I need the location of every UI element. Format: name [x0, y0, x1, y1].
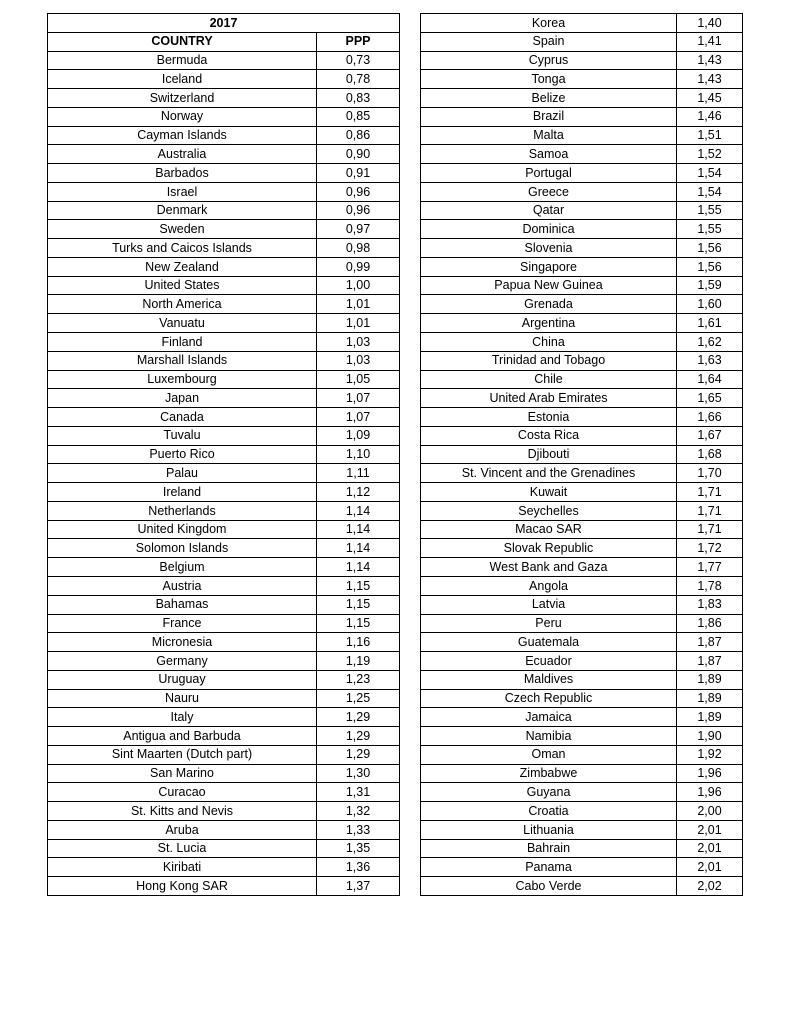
ppp-value-cell: 1,56 — [677, 257, 743, 276]
table-row — [48, 445, 400, 464]
ppp-table-right — [420, 13, 743, 896]
table-row — [421, 483, 743, 502]
ppp-value-cell: 1,55 — [677, 201, 743, 220]
table-row — [48, 295, 400, 314]
ppp-value-cell: 1,66 — [677, 408, 743, 427]
country-cell: Micronesia — [48, 633, 317, 652]
table-row — [48, 89, 400, 108]
country-cell: St. Kitts and Nevis — [48, 802, 317, 821]
ppp-value-cell: 1,09 — [317, 426, 400, 445]
ppp-value-cell: 2,01 — [677, 839, 743, 858]
ppp-value-cell: 1,29 — [317, 745, 400, 764]
country-cell: Czech Republic — [421, 689, 677, 708]
country-cell: Curacao — [48, 783, 317, 802]
country-cell: Austria — [48, 576, 317, 595]
country-cell: Samoa — [421, 145, 677, 164]
ppp-value-cell: 1,45 — [677, 89, 743, 108]
ppp-value-cell: 1,07 — [317, 408, 400, 427]
ppp-value-cell: 1,71 — [677, 483, 743, 502]
country-cell: Portugal — [421, 164, 677, 183]
table-row — [421, 32, 743, 51]
table-row — [421, 145, 743, 164]
table-row — [48, 576, 400, 595]
country-cell: Qatar — [421, 201, 677, 220]
table-row — [421, 670, 743, 689]
country-cell: Namibia — [421, 727, 677, 746]
table-row — [48, 539, 400, 558]
ppp-value-cell: 1,11 — [317, 464, 400, 483]
ppp-table-right-body — [421, 14, 743, 896]
table-row — [421, 389, 743, 408]
ppp-value-cell: 1,29 — [317, 727, 400, 746]
country-cell: Latvia — [421, 595, 677, 614]
table-row — [48, 351, 400, 370]
country-cell: Barbados — [48, 164, 317, 183]
country-cell: Belgium — [48, 558, 317, 577]
country-cell: Spain — [421, 32, 677, 51]
ppp-value-cell: 1,64 — [677, 370, 743, 389]
ppp-value-cell: 1,33 — [317, 820, 400, 839]
table-row — [48, 164, 400, 183]
ppp-value-cell: 1,40 — [677, 14, 743, 33]
table-row — [48, 802, 400, 821]
ppp-value-cell: 2,01 — [677, 858, 743, 877]
table-row — [421, 239, 743, 258]
ppp-value-cell: 0,83 — [317, 89, 400, 108]
table-row — [421, 745, 743, 764]
ppp-value-cell: 1,15 — [317, 614, 400, 633]
ppp-value-cell: 1,89 — [677, 670, 743, 689]
ppp-value-cell: 1,96 — [677, 783, 743, 802]
table-row — [421, 70, 743, 89]
ppp-column-header: PPP — [317, 32, 400, 51]
country-cell: Croatia — [421, 802, 677, 821]
ppp-value-cell: 1,96 — [677, 764, 743, 783]
country-cell: Macao SAR — [421, 520, 677, 539]
country-cell: Luxembourg — [48, 370, 317, 389]
country-cell: Guatemala — [421, 633, 677, 652]
country-cell: Vanuatu — [48, 314, 317, 333]
country-cell: Bahamas — [48, 595, 317, 614]
table-row — [48, 520, 400, 539]
country-cell: Denmark — [48, 201, 317, 220]
country-cell: Hong Kong SAR — [48, 877, 317, 896]
country-cell: Bermuda — [48, 51, 317, 70]
table-row — [421, 877, 743, 896]
country-cell: Finland — [48, 333, 317, 352]
country-cell: Oman — [421, 745, 677, 764]
table-row — [421, 89, 743, 108]
ppp-value-cell: 1,36 — [317, 858, 400, 877]
table-row — [421, 858, 743, 877]
ppp-value-cell: 1,68 — [677, 445, 743, 464]
table-row — [421, 727, 743, 746]
table-row — [48, 483, 400, 502]
table-row — [48, 652, 400, 671]
ppp-value-cell: 1,62 — [677, 333, 743, 352]
ppp-value-cell: 1,65 — [677, 389, 743, 408]
table-row — [421, 220, 743, 239]
table-row — [48, 370, 400, 389]
country-cell: St. Vincent and the Grenadines — [421, 464, 677, 483]
table-row — [421, 764, 743, 783]
ppp-value-cell: 1,10 — [317, 445, 400, 464]
country-cell: St. Lucia — [48, 839, 317, 858]
table-row — [421, 201, 743, 220]
ppp-value-cell: 1,63 — [677, 351, 743, 370]
table-row — [48, 145, 400, 164]
ppp-value-cell: 1,29 — [317, 708, 400, 727]
ppp-value-cell: 1,55 — [677, 220, 743, 239]
table-row — [421, 820, 743, 839]
ppp-value-cell: 1,14 — [317, 520, 400, 539]
ppp-value-cell: 1,54 — [677, 182, 743, 201]
ppp-value-cell: 1,32 — [317, 802, 400, 821]
ppp-table-left-body — [48, 14, 400, 896]
ppp-value-cell: 1,43 — [677, 70, 743, 89]
table-row — [48, 408, 400, 427]
ppp-value-cell: 1,16 — [317, 633, 400, 652]
ppp-value-cell: 1,87 — [677, 633, 743, 652]
table-row — [421, 51, 743, 70]
table-row — [48, 727, 400, 746]
table-row — [48, 745, 400, 764]
country-cell: Germany — [48, 652, 317, 671]
table-row — [421, 164, 743, 183]
ppp-value-cell: 0,98 — [317, 239, 400, 258]
ppp-value-cell: 1,46 — [677, 107, 743, 126]
table-row — [48, 633, 400, 652]
country-cell: Sweden — [48, 220, 317, 239]
ppp-value-cell: 1,92 — [677, 745, 743, 764]
table-row — [421, 370, 743, 389]
ppp-table-left — [47, 13, 400, 896]
country-cell: Djibouti — [421, 445, 677, 464]
ppp-value-cell: 1,30 — [317, 764, 400, 783]
country-cell: Ecuador — [421, 652, 677, 671]
table-row — [421, 539, 743, 558]
table-row — [421, 595, 743, 614]
table-row — [48, 51, 400, 70]
table-row — [48, 220, 400, 239]
country-cell: United States — [48, 276, 317, 295]
table-row — [421, 257, 743, 276]
table-row — [48, 389, 400, 408]
ppp-value-cell: 1,61 — [677, 314, 743, 333]
country-cell: Israel — [48, 182, 317, 201]
country-cell: Tonga — [421, 70, 677, 89]
country-cell: Palau — [48, 464, 317, 483]
country-cell: Switzerland — [48, 89, 317, 108]
table-row — [421, 576, 743, 595]
country-cell: Angola — [421, 576, 677, 595]
country-cell: New Zealand — [48, 257, 317, 276]
country-cell: Costa Rica — [421, 426, 677, 445]
table-row — [48, 764, 400, 783]
ppp-value-cell: 1,19 — [317, 652, 400, 671]
ppp-value-cell: 1,52 — [677, 145, 743, 164]
ppp-value-cell: 1,77 — [677, 558, 743, 577]
table-row — [421, 14, 743, 33]
table-row — [421, 314, 743, 333]
ppp-value-cell: 0,96 — [317, 201, 400, 220]
ppp-value-cell: 1,43 — [677, 51, 743, 70]
table-row — [421, 464, 743, 483]
ppp-value-cell: 1,72 — [677, 539, 743, 558]
country-cell: Maldives — [421, 670, 677, 689]
table-row — [421, 408, 743, 427]
table-row — [48, 689, 400, 708]
ppp-value-cell: 1,90 — [677, 727, 743, 746]
country-cell: Antigua and Barbuda — [48, 727, 317, 746]
country-cell: Cayman Islands — [48, 126, 317, 145]
country-cell: Korea — [421, 14, 677, 33]
table-row — [48, 820, 400, 839]
ppp-value-cell: 1,89 — [677, 708, 743, 727]
table-row — [421, 614, 743, 633]
ppp-value-cell: 1,07 — [317, 389, 400, 408]
table-row — [421, 652, 743, 671]
country-cell: Belize — [421, 89, 677, 108]
table-row — [48, 201, 400, 220]
country-cell: West Bank and Gaza — [421, 558, 677, 577]
country-cell: Italy — [48, 708, 317, 727]
country-cell: China — [421, 333, 677, 352]
country-cell: Marshall Islands — [48, 351, 317, 370]
country-cell: Seychelles — [421, 501, 677, 520]
table-row — [48, 877, 400, 896]
country-cell: Singapore — [421, 257, 677, 276]
ppp-value-cell: 1,01 — [317, 314, 400, 333]
ppp-value-cell: 1,23 — [317, 670, 400, 689]
table-row — [48, 314, 400, 333]
ppp-value-cell: 0,90 — [317, 145, 400, 164]
country-cell: Tuvalu — [48, 426, 317, 445]
country-cell: Greece — [421, 182, 677, 201]
table-row — [421, 558, 743, 577]
country-cell: Aruba — [48, 820, 317, 839]
country-cell: Peru — [421, 614, 677, 633]
table-row — [48, 839, 400, 858]
table-row — [48, 257, 400, 276]
country-cell: Canada — [48, 408, 317, 427]
country-cell: Norway — [48, 107, 317, 126]
ppp-value-cell: 1,41 — [677, 32, 743, 51]
ppp-value-cell: 1,70 — [677, 464, 743, 483]
ppp-value-cell: 1,03 — [317, 333, 400, 352]
ppp-value-cell: 0,85 — [317, 107, 400, 126]
table-row — [421, 783, 743, 802]
ppp-value-cell: 1,14 — [317, 501, 400, 520]
table-row — [48, 708, 400, 727]
country-cell: Cabo Verde — [421, 877, 677, 896]
table-row — [48, 670, 400, 689]
table-row — [421, 182, 743, 201]
ppp-value-cell: 1,37 — [317, 877, 400, 896]
year-heading: 2017 — [48, 14, 400, 33]
ppp-value-cell: 1,86 — [677, 614, 743, 633]
ppp-value-cell: 1,89 — [677, 689, 743, 708]
table-row — [421, 445, 743, 464]
ppp-value-cell: 0,97 — [317, 220, 400, 239]
country-cell: Puerto Rico — [48, 445, 317, 464]
table-row — [421, 520, 743, 539]
ppp-value-cell: 1,54 — [677, 164, 743, 183]
ppp-value-cell: 1,71 — [677, 520, 743, 539]
country-cell: Trinidad and Tobago — [421, 351, 677, 370]
ppp-value-cell: 0,78 — [317, 70, 400, 89]
table-row — [421, 333, 743, 352]
country-cell: Turks and Caicos Islands — [48, 239, 317, 258]
ppp-value-cell: 1,60 — [677, 295, 743, 314]
ppp-value-cell: 1,12 — [317, 483, 400, 502]
table-row — [48, 464, 400, 483]
country-cell: Solomon Islands — [48, 539, 317, 558]
ppp-value-cell: 1,67 — [677, 426, 743, 445]
ppp-value-cell: 0,99 — [317, 257, 400, 276]
ppp-value-cell: 1,56 — [677, 239, 743, 258]
year-row — [48, 14, 400, 33]
table-row — [421, 426, 743, 445]
ppp-value-cell: 1,59 — [677, 276, 743, 295]
ppp-value-cell: 1,35 — [317, 839, 400, 858]
country-cell: Japan — [48, 389, 317, 408]
country-cell: Nauru — [48, 689, 317, 708]
country-cell: Dominica — [421, 220, 677, 239]
table-row — [48, 858, 400, 877]
table-row — [48, 333, 400, 352]
table-row — [421, 107, 743, 126]
table-row — [421, 126, 743, 145]
table-row — [421, 501, 743, 520]
country-cell: North America — [48, 295, 317, 314]
ppp-value-cell: 0,86 — [317, 126, 400, 145]
country-cell: Argentina — [421, 314, 677, 333]
table-row — [48, 426, 400, 445]
ppp-value-cell: 2,01 — [677, 820, 743, 839]
country-cell: Guyana — [421, 783, 677, 802]
header-row — [48, 32, 400, 51]
country-cell: Iceland — [48, 70, 317, 89]
table-row — [48, 614, 400, 633]
country-cell: Chile — [421, 370, 677, 389]
ppp-value-cell: 1,03 — [317, 351, 400, 370]
ppp-value-cell: 2,00 — [677, 802, 743, 821]
country-cell: San Marino — [48, 764, 317, 783]
country-cell: Sint Maarten (Dutch part) — [48, 745, 317, 764]
country-cell: Uruguay — [48, 670, 317, 689]
table-row — [421, 802, 743, 821]
country-cell: Slovak Republic — [421, 539, 677, 558]
table-row — [48, 783, 400, 802]
ppp-value-cell: 1,15 — [317, 576, 400, 595]
ppp-value-cell: 1,71 — [677, 501, 743, 520]
country-cell: Brazil — [421, 107, 677, 126]
table-row — [421, 295, 743, 314]
country-cell: Netherlands — [48, 501, 317, 520]
country-cell: Lithuania — [421, 820, 677, 839]
ppp-value-cell: 1,25 — [317, 689, 400, 708]
table-row — [48, 276, 400, 295]
country-cell: Cyprus — [421, 51, 677, 70]
ppp-value-cell: 0,91 — [317, 164, 400, 183]
ppp-value-cell: 0,73 — [317, 51, 400, 70]
country-cell: Grenada — [421, 295, 677, 314]
ppp-value-cell: 1,14 — [317, 539, 400, 558]
country-cell: United Kingdom — [48, 520, 317, 539]
ppp-value-cell: 1,51 — [677, 126, 743, 145]
country-column-header: COUNTRY — [48, 32, 317, 51]
country-cell: Ireland — [48, 483, 317, 502]
table-row — [421, 633, 743, 652]
table-row — [421, 708, 743, 727]
ppp-value-cell: 0,96 — [317, 182, 400, 201]
country-cell: Malta — [421, 126, 677, 145]
table-row — [421, 689, 743, 708]
country-cell: United Arab Emirates — [421, 389, 677, 408]
ppp-value-cell: 2,02 — [677, 877, 743, 896]
table-row — [48, 239, 400, 258]
country-cell: Bahrain — [421, 839, 677, 858]
ppp-value-cell: 1,78 — [677, 576, 743, 595]
country-cell: Kiribati — [48, 858, 317, 877]
country-cell: Panama — [421, 858, 677, 877]
ppp-value-cell: 1,01 — [317, 295, 400, 314]
table-row — [48, 182, 400, 201]
table-row — [48, 501, 400, 520]
country-cell: Slovenia — [421, 239, 677, 258]
ppp-value-cell: 1,14 — [317, 558, 400, 577]
ppp-value-cell: 1,31 — [317, 783, 400, 802]
country-cell: Estonia — [421, 408, 677, 427]
country-cell: France — [48, 614, 317, 633]
table-row — [421, 276, 743, 295]
table-row — [421, 351, 743, 370]
ppp-value-cell: 1,83 — [677, 595, 743, 614]
table-row — [48, 595, 400, 614]
country-cell: Papua New Guinea — [421, 276, 677, 295]
country-cell: Zimbabwe — [421, 764, 677, 783]
country-cell: Kuwait — [421, 483, 677, 502]
table-row — [421, 839, 743, 858]
ppp-value-cell: 1,15 — [317, 595, 400, 614]
ppp-value-cell: 1,05 — [317, 370, 400, 389]
table-row — [48, 126, 400, 145]
table-row — [48, 70, 400, 89]
ppp-value-cell: 1,00 — [317, 276, 400, 295]
table-row — [48, 558, 400, 577]
country-cell: Australia — [48, 145, 317, 164]
ppp-value-cell: 1,87 — [677, 652, 743, 671]
country-cell: Jamaica — [421, 708, 677, 727]
table-row — [48, 107, 400, 126]
